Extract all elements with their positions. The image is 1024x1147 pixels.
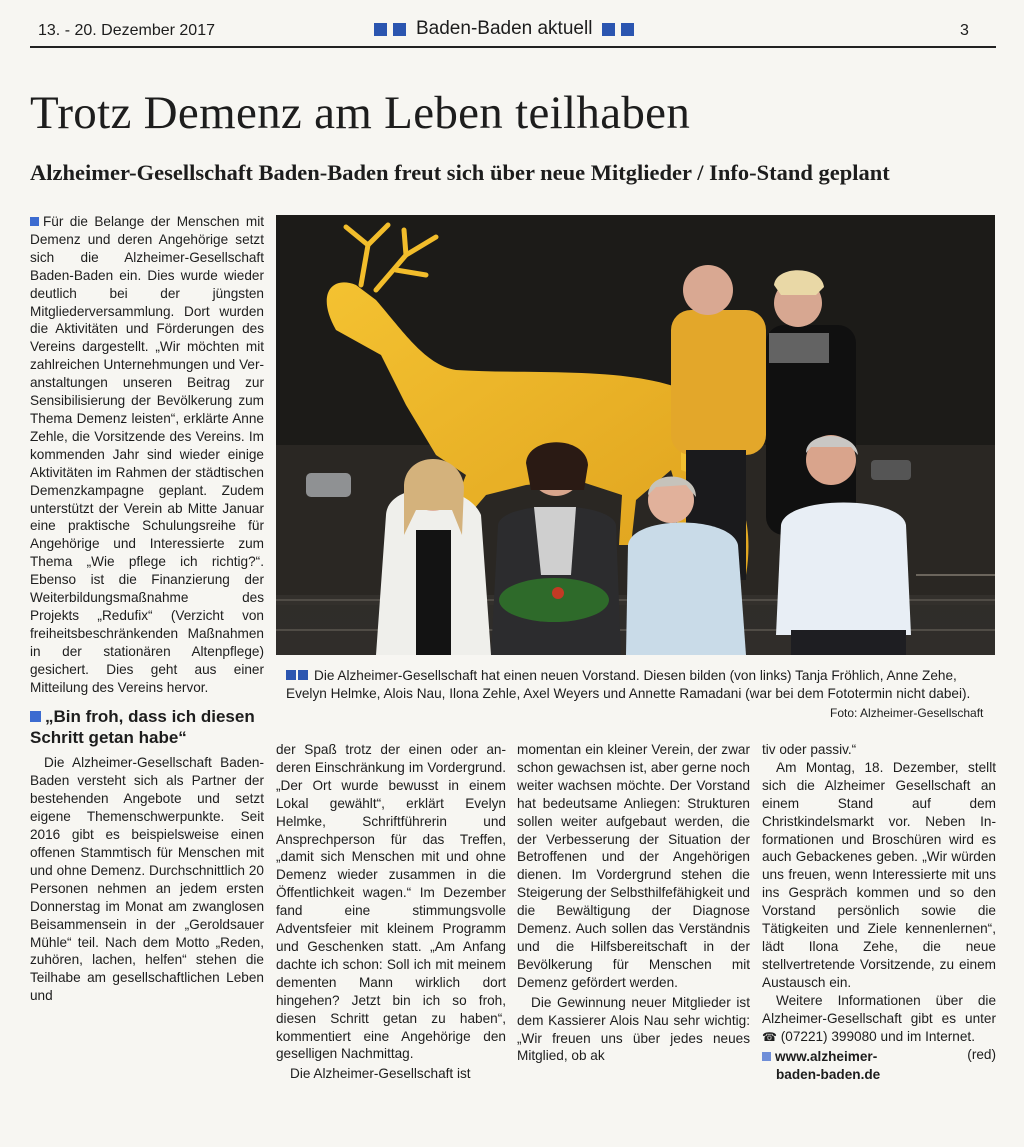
headline: Trotz Demenz am Leben teilhaben: [30, 87, 691, 139]
caption-square-icon: [286, 670, 296, 680]
photo-caption: Die Alzheimer-Gesellschaft hat einen neuen Vorstand. Diesen bilden (von links) Tanja Fröhlich, Anne Zehe, Evelyn Helmke, Alois Nau, Ilona Zehle, Axel Weyers und Annette Ramadani (war bei dem Fototermin nicht dabei).: [286, 668, 971, 701]
square-icon: [621, 23, 634, 36]
body-paragraph: Die Alzheimer-Gesellschaft ist: [290, 1066, 471, 1082]
bullet-square-icon: [30, 217, 39, 226]
subheading: „Bin froh, dass ich diesen Schritt getan habe“: [30, 707, 255, 748]
article-column-2: [276, 741, 506, 1083]
signature: (red): [967, 1047, 996, 1063]
square-icon: [393, 23, 406, 36]
page-number: 3: [960, 22, 969, 39]
article-column-1: [30, 213, 264, 1005]
telephone-icon: ☎: [762, 1029, 777, 1044]
section-title: Baden-Baden aktuell: [416, 18, 593, 39]
article-column-4: [762, 741, 996, 1084]
body-paragraph: Die Gewinnung neuer Mitglieder ist dem Kassierer Alois Nau sehr wichtig: „Wir freuen uns über jedes neues Mitglied, ob ak: [517, 994, 750, 1064]
subheadline: Alzheimer-Gesellschaft Baden-Baden freut sich über neue Mitglieder / Info-Stand geplant: [30, 160, 890, 185]
body-paragraph: Die Alzheimer-Gesellschaft Baden-Baden versteht sich als Partner der bestehenden Angebote und setzt eigene Themenschwerpunkte. Seit 2016 gibt es beispielsweise einen offenen Stammtisch für Menschen mit und ohne Demenz. Durchschnittlich 20 Personen nehmen an jedem ersten Donnerstag im Monat am zwanglosen Beisammensein in der „Geroldsauer Mühle“ teil. Nach dem Motto „Reden, zuhören, lachen, helfen“ stehen die Teilhabe am gesellschaftlichen Leben und: [30, 755, 264, 1004]
group-photo: [276, 215, 995, 655]
group-photo-illustration: [276, 215, 995, 655]
caption-square-icon: [298, 670, 308, 680]
body-paragraph: momentan ein kleiner Verein, der zwar schon gewachsen ist, aber gerne noch weiter wachsen möchte. Der Vorstand hat bedeutsame Anliegen: Strukturen sollen weiter aufgebaut werden, die der Verbesserung der Situation der Betroffenen und der Angehörigen dienen. Im Vordergrund stehen die Steigerung der Selbsthilfefähigkeit und die Bewältigung der Diagnose Demenz. Auch sollen das Verständnis und die Hilfsbereitschaft in der Bevölkerung für Menschen mit Demenz gefördert werden.: [517, 742, 750, 990]
body-paragraph: Am Montag, 18. Dezember, stellt sich die Alzheimer Gesellschaft an einem Stand auf dem Christkindelsmarkt vor. Neben Informationen und Broschüren wird es auch Gebackenes geben. „Wir würden uns freuen, wenn Interessierte mit uns ins Gespräch kommen und so den Vorstand persönlich sowie die Tätigkeiten und Ziele kennenlernen“, lädt Ilona Zehe, die neue stellvertretende Vorsitzende, zu einem Austausch ein.: [762, 759, 996, 990]
square-icon: [374, 23, 387, 36]
header-date: 13. - 20. Dezember 2017: [38, 22, 215, 39]
body-paragraph: der Spaß trotz der einen oder anderen Einschränkung im Vordergrund. „Der Ort wurde bewusst in einem Lokal gewählt“, erklärt Evelyn Helmke, Schriftführerin und Ansprechperson für das Treffen, „damit sich Menschen mit und ohne Demenz wieder zusammen in die Öffentlichkeit wagen.“ Im Dezember fand eine stimmungsvolle Adventsfeier mit kleinem Programm und Geschenken statt. „Am Anfang dachte ich schon: Soll ich mit meinem dementen Mann wirklich dort hingehen? Jetzt bin ich so froh, diesen Schritt getan zu haben“, kommentiert eine Angehörige den geselligen Nachmittag.: [276, 742, 506, 1062]
bullet-square-icon: [762, 1052, 771, 1061]
photo-credit: Foto: Alzheimer-Gesellschaft: [830, 706, 984, 720]
intro-paragraph: Für die Belange der Menschen mit Demenz und deren Angehörige setzt sich die Alzheimer-Gesellschaft Baden-Baden ein. Dies wurde wieder deutlich bei der jüngsten Mitgliederversammlung. Dort wurden die Aktivitäten und Förderungen des Vereins dargestellt. „Wir möchten mit zahlreichen Unternehmungen und Veranstaltungen unseren Beitrag zur Sensibilisierung der Bevölkerung zum Thema Demenz leisten“, erklärte Anne Zehle, die Vorsitzende des Vereins. Im kommenden Jahr sind wieder einige Aktivitäten im Rahmen der städtischen Demenzkampagne geplant. Zudem unterstützt der Verein ab Mitte Januar eine praktische Schulungsreihe für Angehörige und Interessierte zum Thema „Wie pflege ich richtig?“. Ebenso ist die Finanzierung der Weiterbildungsmaßnahme des Projekts „Redufix“ (Verzicht von freiheitsbeschränkenden Maßnahmen in der stationären Altenpflege) gesichert. Dies geht aus einer Mitteilung des Vereins hervor.: [30, 214, 264, 695]
phone-number: (07221) 399080: [780, 1028, 877, 1044]
bullet-square-icon: [30, 711, 41, 722]
website-link[interactable]: www.alzheimer- baden-baden.de: [762, 1048, 996, 1084]
header-rule: [30, 46, 996, 48]
contact-paragraph: Weitere Informationen über die Alzheimer-Gesellschaft gibt es unter ☎ (07221) 399080 und im Internet. (red): [762, 992, 996, 1063]
header-section: [374, 18, 634, 40]
body-paragraph: tiv oder passiv.“: [762, 742, 857, 757]
square-icon: [602, 23, 615, 36]
article-column-3: [517, 741, 750, 1065]
